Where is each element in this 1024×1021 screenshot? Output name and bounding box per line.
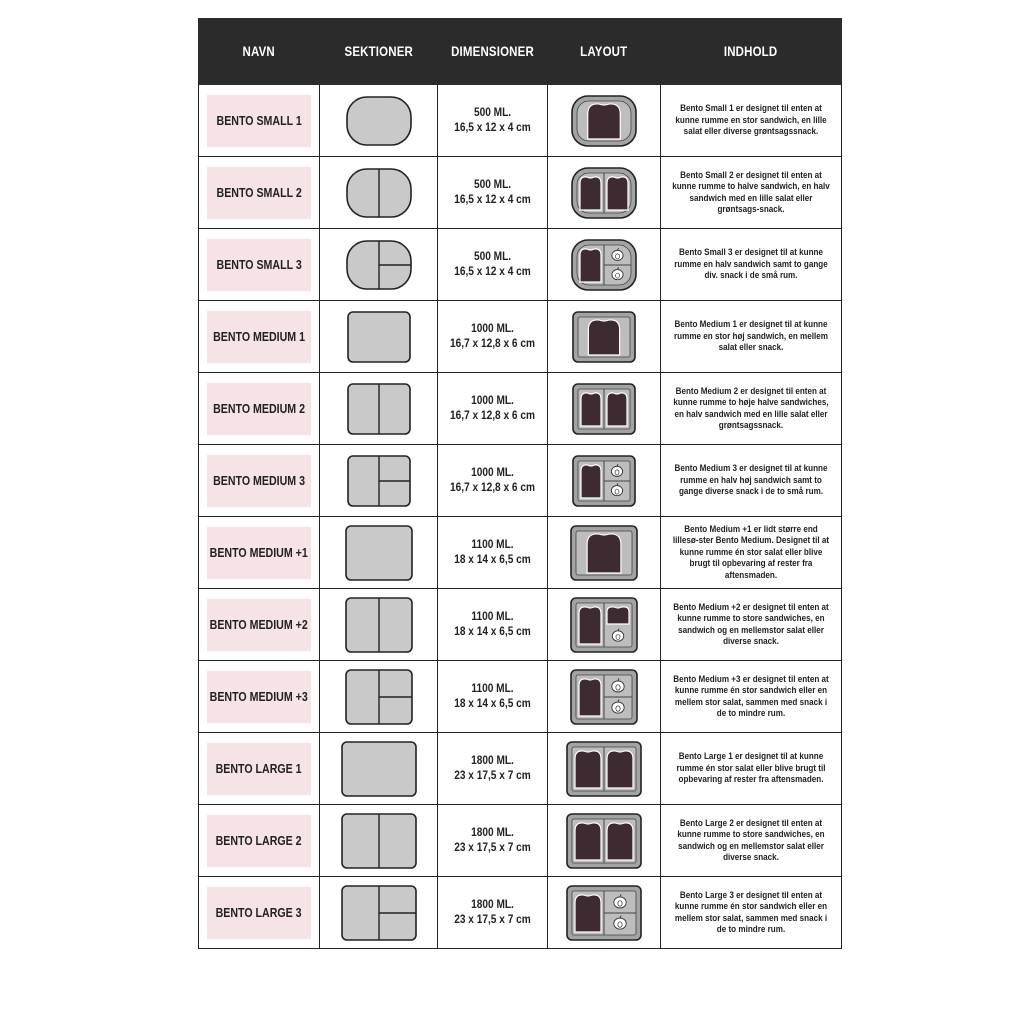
table-row: [199, 301, 842, 373]
cell-name: [199, 877, 320, 949]
name-tag: [207, 671, 311, 723]
description: Bento Medium +1 er lidt større end lillesø-ster Bento Medium. Designet til at kunne rumme én stor salat eller blive brugt til opbevaring af rester fra aftensmaden.: [672, 523, 830, 580]
cell-content: [661, 805, 842, 877]
sandwich-icon: [607, 822, 633, 859]
sections-diagram: [345, 95, 413, 147]
product-name: BENTO SMALL 1: [216, 113, 302, 128]
product-name: BENTO MEDIUM 2: [213, 401, 305, 416]
cell-sections: [320, 157, 438, 229]
sandwich-icon: [580, 248, 601, 281]
sandwich-icon: [579, 678, 601, 715]
cell-dimensions: [438, 445, 548, 517]
layout-illustration: [570, 166, 638, 220]
size: 16,7 x 12,8 x 6 cm: [450, 409, 535, 422]
bento-table: [198, 18, 842, 949]
cell-name: [199, 589, 320, 661]
sandwich-icon: [581, 392, 601, 425]
cell-sections: [320, 733, 438, 805]
bento-size-chart: [198, 18, 841, 949]
size: 16,7 x 12,8 x 6 cm: [450, 481, 535, 494]
cell-layout: [548, 661, 661, 733]
size: 18 x 14 x 6,5 cm: [454, 697, 531, 710]
cell-sections: [320, 805, 438, 877]
sections-diagram: [345, 167, 413, 219]
cell-content: [661, 661, 842, 733]
cell-layout: [548, 517, 661, 589]
cell-content: [661, 517, 842, 589]
description: Bento Large 3 er designet til enten at kunne rumme én stor sandwich eller en mellem stor salat, sammen med snack i de to mindre rum.: [674, 889, 828, 934]
volume: 1800 ML.: [471, 754, 514, 767]
name-tag: [207, 95, 311, 147]
cell-dimensions: [438, 517, 548, 589]
header-name-label: NAVN: [242, 43, 276, 59]
table-row: [199, 157, 842, 229]
cell-layout: [548, 85, 661, 157]
description: Bento Medium 1 er designet til at kunne rumme en stor høj sandwich, en mellem salat eller snack.: [674, 319, 828, 353]
table-row: [199, 877, 842, 949]
cell-sections: [320, 517, 438, 589]
sections-diagram: [344, 524, 414, 582]
layout-illustration: [565, 884, 643, 942]
cell-content: [661, 157, 842, 229]
description: Bento Medium +2 er designet til enten at kunne rumme to store sandwiches, en sandwich og en mellemstor salat eller diverse snack.: [673, 601, 829, 646]
layout-illustration: [569, 596, 639, 654]
table-row: [199, 661, 842, 733]
description: Bento Small 1 er designet til enten at kunne rumme en stor sandwich, en lille salat eller diverse grøntsagssnack.: [675, 103, 827, 137]
header-content-label: INDHOLD: [724, 43, 778, 59]
cell-dimensions: [438, 229, 548, 301]
layout-illustration: [565, 740, 643, 798]
cell-name: [199, 661, 320, 733]
layout-illustration: [571, 310, 637, 364]
sandwich-icon: [575, 822, 601, 859]
sandwich-icon: [581, 464, 601, 497]
layout-illustration: [569, 668, 639, 726]
sandwich-icon: [607, 606, 629, 623]
cell-sections: [320, 373, 438, 445]
description: Bento Medium +3 er designet til enten at kunne rumme én stor sandwich eller en mellem stor salat, sammen med snack i de to mindre rum.: [673, 673, 829, 718]
cell-name: [199, 85, 320, 157]
cell-dimensions: [438, 373, 548, 445]
name-tag: [207, 743, 311, 795]
sandwich-icon: [575, 750, 601, 787]
sections-diagram: [346, 310, 412, 364]
cell-name: [199, 301, 320, 373]
table-row: [199, 589, 842, 661]
header-dimensions-label: DIMENSIONER: [451, 43, 534, 59]
header-layout: [548, 18, 661, 85]
table-row: [199, 445, 842, 517]
product-name: BENTO LARGE 1: [215, 761, 302, 776]
description: Bento Medium 3 er designet til at kunne rumme en halv høj sandwich samt to gange diverse snack i de to små rum.: [674, 463, 828, 497]
header-content: [661, 18, 842, 85]
sandwich-icon: [607, 392, 627, 425]
size: 16,7 x 12,8 x 6 cm: [450, 337, 535, 350]
name-tag: [207, 455, 311, 507]
cell-dimensions: [438, 589, 548, 661]
description: Bento Medium 2 er designet til enten at kunne rumme to høje halve sandwiches, en halv sandwich med en lille salat eller grøntsagssnack.: [673, 385, 829, 430]
cell-content: [661, 733, 842, 805]
product-name: BENTO LARGE 2: [215, 833, 302, 848]
cell-name: [199, 445, 320, 517]
cell-sections: [320, 589, 438, 661]
cell-content: [661, 589, 842, 661]
volume: 1100 ML.: [471, 610, 514, 623]
sandwich-icon: [575, 894, 601, 931]
header-sections: [320, 18, 438, 85]
cell-name: [199, 733, 320, 805]
cell-sections: [320, 85, 438, 157]
sandwich-icon: [607, 750, 633, 787]
table-row: [199, 373, 842, 445]
product-name: BENTO SMALL 2: [216, 185, 302, 200]
volume: 500 ML.: [473, 106, 512, 119]
size: 23 x 17,5 x 7 cm: [454, 841, 531, 854]
cell-sections: [320, 445, 438, 517]
layout-illustration: [571, 454, 637, 508]
product-name: BENTO MEDIUM +1: [209, 545, 309, 560]
volume: 1000 ML.: [471, 466, 514, 479]
size: 16,5 x 12 x 4 cm: [454, 265, 531, 278]
table-row: [199, 85, 842, 157]
volume: 1000 ML.: [471, 322, 514, 335]
description: Bento Large 1 er designet til at kunne rumme én stor salat eller blive brugt til opbevaring af rester fra aftensmaden.: [676, 751, 826, 785]
volume: 1100 ML.: [471, 682, 514, 695]
sections-diagram: [345, 239, 413, 291]
volume: 500 ML.: [473, 178, 512, 191]
name-tag: [207, 887, 311, 939]
volume: 1100 ML.: [471, 538, 514, 551]
table-row: [199, 733, 842, 805]
size: 18 x 14 x 6,5 cm: [454, 553, 531, 566]
product-name: BENTO MEDIUM 1: [213, 329, 305, 344]
sandwich-icon: [588, 319, 619, 354]
cell-layout: [548, 589, 661, 661]
cell-sections: [320, 877, 438, 949]
table-row: [199, 517, 842, 589]
sections-diagram: [344, 596, 414, 654]
cell-dimensions: [438, 733, 548, 805]
cell-dimensions: [438, 805, 548, 877]
cell-name: [199, 157, 320, 229]
sandwich-icon: [607, 176, 628, 209]
size: 18 x 14 x 6,5 cm: [454, 625, 531, 638]
size: 23 x 17,5 x 7 cm: [454, 913, 531, 926]
cell-dimensions: [438, 85, 548, 157]
description: Bento Small 2 er designet til enten at kunne rumme to halve sandwich, en halv sandwich med en lille salat eller grøntsags-snack.: [672, 169, 830, 214]
size: 16,5 x 12 x 4 cm: [454, 121, 531, 134]
name-tag: [207, 599, 311, 651]
cell-name: [199, 229, 320, 301]
cell-dimensions: [438, 301, 548, 373]
sandwich-icon: [579, 606, 601, 643]
cell-dimensions: [438, 157, 548, 229]
cell-content: [661, 85, 842, 157]
name-tag: [207, 383, 311, 435]
cell-name: [199, 805, 320, 877]
name-tag: [207, 815, 311, 867]
product-name: BENTO LARGE 3: [215, 905, 302, 920]
size: 16,5 x 12 x 4 cm: [454, 193, 531, 206]
layout-illustration: [570, 94, 638, 148]
size: 23 x 17,5 x 7 cm: [454, 769, 531, 782]
cell-content: [661, 229, 842, 301]
sections-diagram: [344, 668, 414, 726]
cell-layout: [548, 733, 661, 805]
sandwich-icon: [588, 103, 621, 138]
product-name: BENTO MEDIUM 3: [213, 473, 305, 488]
table-header-row: [199, 18, 842, 85]
cell-content: [661, 301, 842, 373]
cell-name: [199, 517, 320, 589]
cell-content: [661, 877, 842, 949]
header-layout-label: LAYOUT: [580, 43, 628, 59]
description: Bento Small 3 er designet til at kunne rumme en halv sandwich samt to gange div. snack i de små rum.: [674, 247, 828, 281]
header-dimensions: [438, 18, 548, 85]
cell-sections: [320, 301, 438, 373]
name-tag: [207, 527, 311, 579]
cell-sections: [320, 229, 438, 301]
volume: 1800 ML.: [471, 898, 514, 911]
cell-dimensions: [438, 877, 548, 949]
table-row: [199, 805, 842, 877]
name-tag: [207, 239, 311, 291]
header-sections-label: SEKTIONER: [344, 43, 413, 59]
cell-layout: [548, 373, 661, 445]
name-tag: [207, 167, 311, 219]
sections-diagram: [346, 454, 412, 508]
volume: 1800 ML.: [471, 826, 514, 839]
cell-content: [661, 373, 842, 445]
sections-diagram: [340, 740, 418, 798]
sandwich-icon: [587, 533, 621, 572]
table-row: [199, 229, 842, 301]
layout-illustration: [569, 524, 639, 582]
cell-layout: [548, 229, 661, 301]
description: Bento Large 2 er designet til enten at kunne rumme to store sandwiches, en sandwich og en mellemstor salat eller diverse snack.: [677, 817, 825, 862]
cell-name: [199, 373, 320, 445]
layout-illustration: [570, 238, 638, 292]
cell-layout: [548, 877, 661, 949]
sections-diagram: [340, 812, 418, 870]
name-tag: [207, 311, 311, 363]
cell-layout: [548, 445, 661, 517]
sections-diagram: [340, 884, 418, 942]
volume: 500 ML.: [473, 250, 512, 263]
cell-sections: [320, 661, 438, 733]
product-name: BENTO MEDIUM +2: [209, 617, 309, 632]
cell-layout: [548, 301, 661, 373]
cell-content: [661, 445, 842, 517]
volume: 1000 ML.: [471, 394, 514, 407]
cell-layout: [548, 805, 661, 877]
layout-illustration: [571, 382, 637, 436]
sandwich-icon: [580, 176, 601, 209]
header-name: [199, 18, 320, 85]
sections-diagram: [346, 382, 412, 436]
layout-illustration: [565, 812, 643, 870]
cell-layout: [548, 157, 661, 229]
product-name: BENTO MEDIUM +3: [209, 689, 309, 704]
cell-dimensions: [438, 661, 548, 733]
product-name: BENTO SMALL 3: [216, 257, 302, 272]
